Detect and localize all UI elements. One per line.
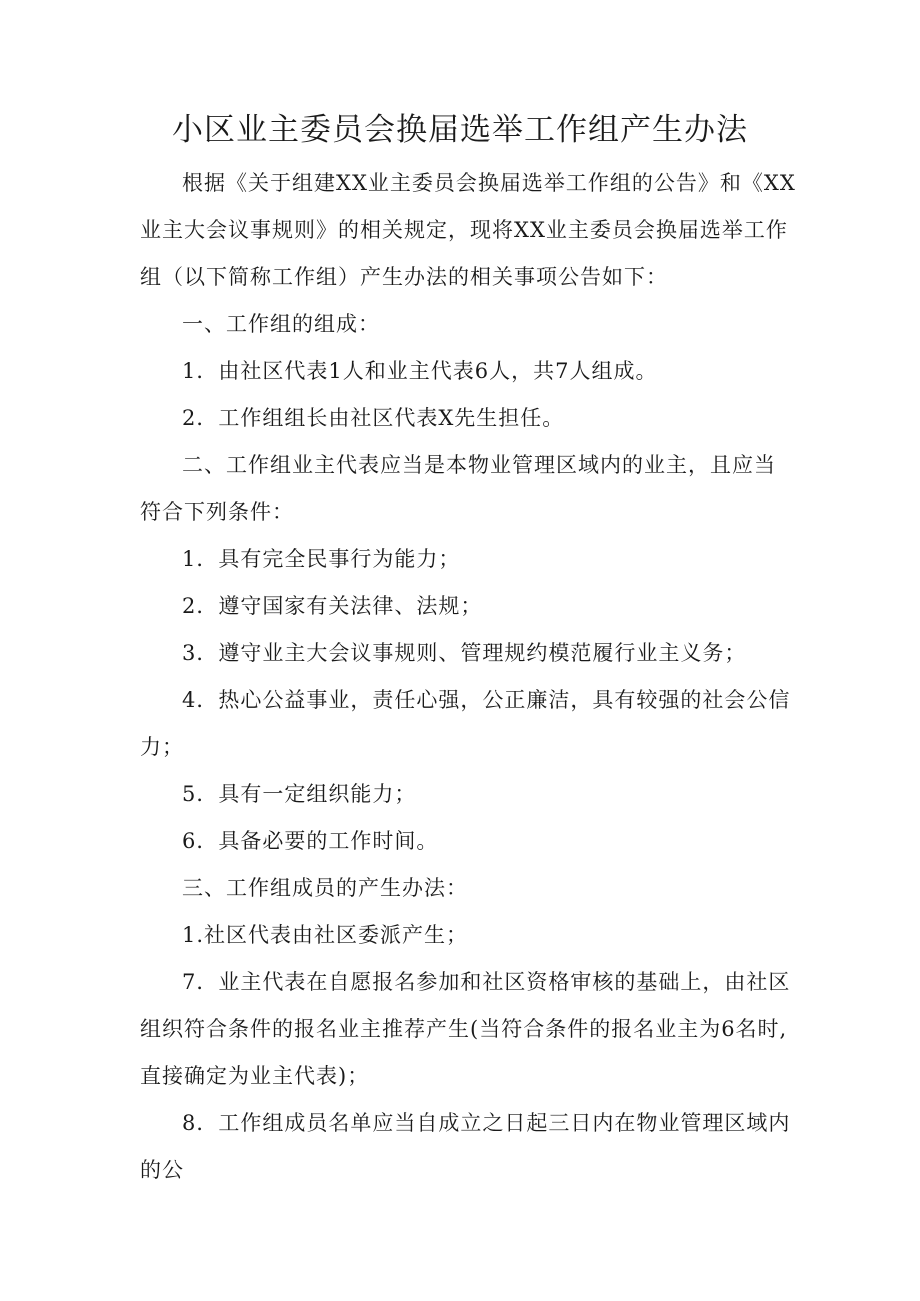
section-2-item: 6．具备必要的工作时间。	[182, 829, 439, 853]
section-3-heading: 三、工作组成员的产生办法：	[182, 876, 468, 900]
intro-paragraph: 根据《关于组建XX业主委员会换届选举工作组的公告》和《XX业主大会议事规则》的相关规定，现将XX业主委员会换届选举工作组（以下简称工作组）产生办法的相关事项公告如下：	[140, 171, 796, 289]
section-1-item: 2．工作组组长由社区代表X先生担任。	[182, 406, 565, 430]
section-2-item: 4．热心公益事业，责任心强，公正廉洁，具有较强的社会公信力；	[140, 688, 791, 759]
section-2-item: 3．遵守业主大会议事规则、管理规约模范履行业主义务；	[182, 641, 747, 665]
section-1-heading: 一、工作组的组成：	[182, 312, 380, 336]
section-3-item: 7．业主代表在自愿报名参加和社区资格审核的基础上，由社区组织符合条件的报名业主推荐产生(当符合条件的报名业主为6名时,直接确定为业主代表)；	[140, 970, 791, 1088]
section-3-item: 8．工作组成员名单应当自成立之日起三日内在物业管理区域内的公	[140, 1111, 791, 1182]
section-2-heading: 二、工作组业主代表应当是本物业管理区域内的业主，且应当符合下列条件：	[140, 453, 776, 524]
section-2-item: 5．具有一定组织能力；	[182, 782, 417, 806]
section-2-item: 1．具有完全民事行为能力；	[182, 547, 461, 571]
document-title: 小区业主委员会换届选举工作组产生办法	[172, 112, 748, 148]
section-2-item: 2．遵守国家有关法律、法规；	[182, 594, 483, 618]
document-body	[140, 160, 796, 1194]
section-1-item: 1．由社区代表1人和业主代表6人，共7人组成。	[182, 359, 658, 383]
section-3-item: 1.社区代表由社区委派产生；	[182, 923, 469, 947]
